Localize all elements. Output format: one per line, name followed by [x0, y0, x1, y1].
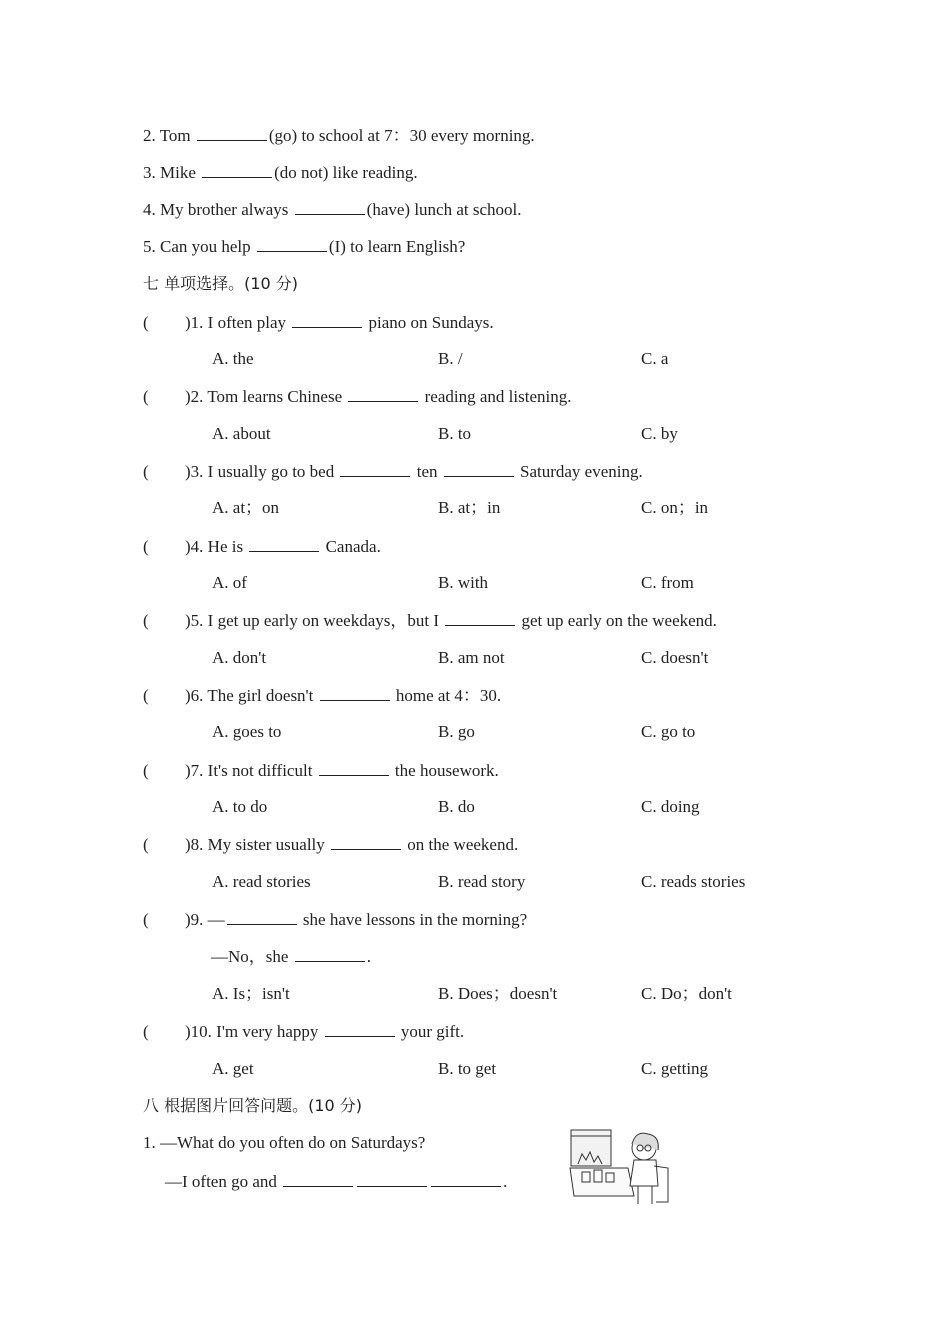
girl-at-desk-illustration	[568, 1126, 672, 1206]
fill-item: 4. My brother always (have) lunch at school.	[143, 200, 522, 219]
picture-answer: —I often go and .	[165, 1172, 508, 1191]
mc-question: ( )6. The girl doesn't home at 4：30.	[143, 686, 502, 705]
mc-question: ( )7. It's not difficult the housework.	[143, 761, 499, 780]
option-a: A. read stories	[212, 872, 311, 891]
option-c: C. Do；don't	[641, 984, 732, 1003]
answer-blank[interactable]	[295, 198, 365, 215]
answer-blank	[249, 535, 319, 552]
option-a: A. Is；isn't	[212, 984, 290, 1003]
answer-blank[interactable]	[197, 124, 267, 141]
answer-paren[interactable]: (	[143, 537, 149, 556]
option-b: B. am not	[438, 648, 505, 667]
option-a: A. about	[212, 424, 271, 443]
answer-blank	[348, 385, 418, 402]
answer-blank	[325, 1020, 395, 1037]
answer-paren[interactable]: (	[143, 910, 149, 929]
answer-paren[interactable]: (	[143, 611, 149, 630]
mc-question: ( )1. I often play piano on Sundays.	[143, 313, 494, 332]
answer-paren[interactable]: (	[143, 1022, 149, 1041]
option-b: B. go	[438, 722, 475, 741]
option-a: A. the	[212, 349, 254, 368]
answer-blank	[295, 945, 365, 962]
section-heading: 八 根据图片回答问题。(10 分)	[143, 1096, 363, 1115]
answer-blank[interactable]	[257, 235, 327, 252]
picture-question: 1. —What do you often do on Saturdays?	[143, 1133, 426, 1152]
mc-question-line2: —No，she .	[211, 947, 371, 966]
option-c: C. a	[641, 349, 669, 368]
option-b: B. to	[438, 424, 472, 443]
answer-blank	[340, 460, 410, 477]
fill-item: 2. Tom (go) to school at 7：30 every morning.	[143, 126, 535, 145]
answer-paren[interactable]: (	[143, 462, 149, 481]
fill-item: 5. Can you help (I) to learn English?	[143, 237, 466, 256]
option-b: B. Does；doesn't	[438, 984, 558, 1003]
option-b: B. do	[438, 797, 475, 816]
answer-paren[interactable]: (	[143, 686, 149, 705]
mc-question: ( )4. He is Canada.	[143, 537, 381, 556]
mc-question: ( )10. I'm very happy your gift.	[143, 1022, 465, 1041]
answer-blank[interactable]	[202, 161, 272, 178]
option-a: A. get	[212, 1059, 254, 1078]
option-a: A. don't	[212, 648, 267, 667]
option-c: C. doing	[641, 797, 700, 816]
mc-question: ( )3. I usually go to bed ten Saturday evening.	[143, 462, 643, 481]
answer-blank	[331, 833, 401, 850]
mc-question: ( )8. My sister usually on the weekend.	[143, 835, 519, 854]
option-b: B. at；in	[438, 498, 501, 517]
option-c: C. getting	[641, 1059, 709, 1078]
answer-blank[interactable]	[283, 1170, 353, 1187]
answer-paren[interactable]: (	[143, 313, 149, 332]
answer-blank[interactable]	[431, 1170, 501, 1187]
option-c: C. doesn't	[641, 648, 709, 667]
option-a: A. to do	[212, 797, 268, 816]
answer-paren[interactable]: (	[143, 835, 149, 854]
option-a: A. goes to	[212, 722, 282, 741]
answer-blank	[292, 311, 362, 328]
option-b: B. to get	[438, 1059, 497, 1078]
answer-blank	[227, 908, 297, 925]
option-c: C. from	[641, 573, 694, 592]
answer-blank[interactable]	[357, 1170, 427, 1187]
option-c: C. reads stories	[641, 872, 746, 891]
mc-question: ( )2. Tom learns Chinese reading and listening.	[143, 387, 572, 406]
answer-blank	[445, 609, 515, 626]
answer-blank	[444, 460, 514, 477]
mc-question: ( )5. I get up early on weekdays，but I get up early on the weekend.	[143, 611, 717, 630]
option-b: B. read story	[438, 872, 526, 891]
option-a: A. at；on	[212, 498, 280, 517]
answer-paren[interactable]: (	[143, 387, 149, 406]
answer-paren[interactable]: (	[143, 761, 149, 780]
option-c: C. on；in	[641, 498, 709, 517]
answer-blank	[319, 759, 389, 776]
option-a: A. of	[212, 573, 247, 592]
fill-item: 3. Mike (do not) like reading.	[143, 163, 418, 182]
answer-blank	[320, 684, 390, 701]
section-heading: 七 单项选择。(10 分)	[143, 274, 299, 293]
option-c: C. by	[641, 424, 678, 443]
option-b: B. /	[438, 349, 463, 368]
mc-question: ( )9. — she have lessons in the morning?	[143, 910, 528, 929]
option-b: B. with	[438, 573, 489, 592]
option-c: C. go to	[641, 722, 696, 741]
